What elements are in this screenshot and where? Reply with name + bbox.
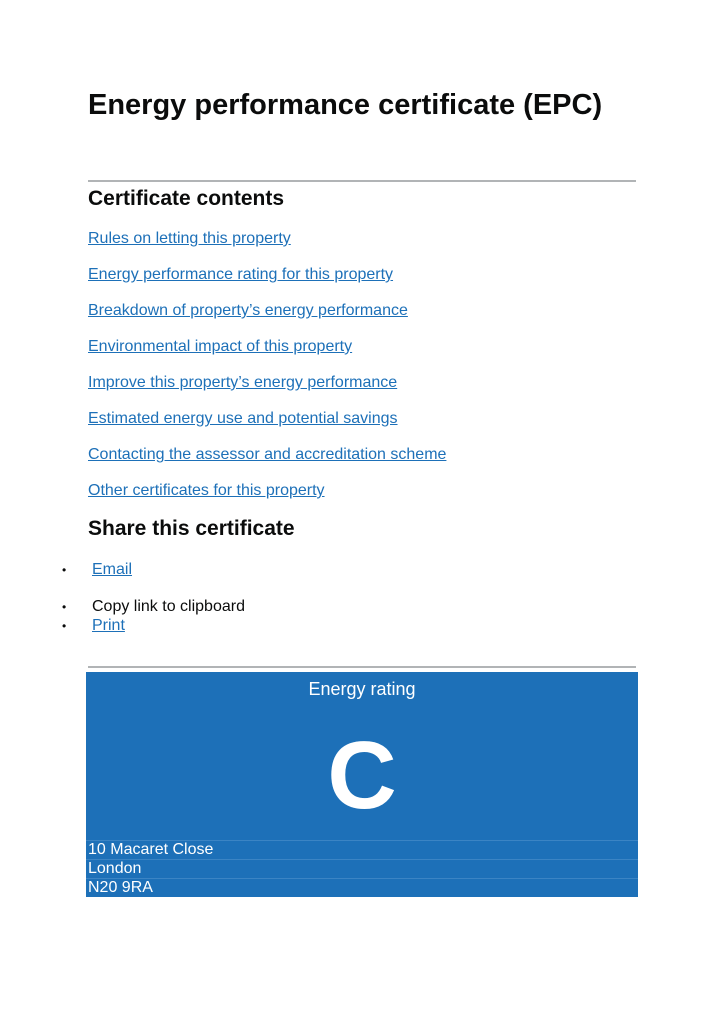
contacting-assessor-link[interactable]: Contacting the assessor and accreditation scheme <box>88 446 447 463</box>
contents-item <box>88 265 446 301</box>
contents-item <box>88 337 446 373</box>
other-certificates-link[interactable]: Other certificates for this property <box>88 482 325 499</box>
email-link[interactable]: Email <box>92 561 133 579</box>
address-line-town: London <box>86 859 638 878</box>
certificate-contents-heading: Certificate contents <box>88 187 285 210</box>
copy-link-button[interactable]: Copy link to clipboard <box>92 598 245 616</box>
environmental-impact-link[interactable]: Environmental impact of this property <box>88 338 353 355</box>
share-option <box>62 597 245 616</box>
rules-on-letting-link[interactable]: Rules on letting this property <box>88 230 291 247</box>
energy-rating-letter: C <box>327 722 397 829</box>
improve-performance-link[interactable]: Improve this property’s energy performance <box>88 374 398 391</box>
contents-item <box>88 409 446 445</box>
page-title: Energy performance certificate (EPC) <box>88 89 603 121</box>
share-option <box>62 560 245 597</box>
contents-item <box>88 301 446 337</box>
energy-rating-link[interactable]: Energy performance rating for this property <box>88 266 394 283</box>
energy-rating-label: Energy rating <box>308 679 416 699</box>
address-line-postcode: N20 9RA <box>86 878 638 897</box>
bullet-icon: • <box>62 563 67 577</box>
property-address <box>86 840 638 897</box>
estimated-energy-use-link[interactable]: Estimated energy use and potential savings <box>88 410 398 427</box>
energy-breakdown-link[interactable]: Breakdown of property’s energy performance <box>88 302 408 319</box>
contents-item <box>88 445 446 481</box>
address-line-street: 10 Macaret Close <box>86 840 638 859</box>
print-link[interactable]: Print <box>92 617 125 635</box>
contents-item <box>88 229 446 265</box>
share-certificate-heading: Share this certificate <box>88 517 295 540</box>
energy-rating-panel <box>86 672 638 897</box>
section-divider <box>88 666 636 668</box>
contents-item <box>88 373 446 409</box>
share-options-list <box>62 560 245 636</box>
section-divider <box>88 180 636 182</box>
bullet-icon: • <box>62 600 67 614</box>
share-option <box>62 616 245 636</box>
bullet-icon: • <box>62 619 67 633</box>
contents-item <box>88 481 446 517</box>
certificate-contents-list <box>88 229 446 517</box>
